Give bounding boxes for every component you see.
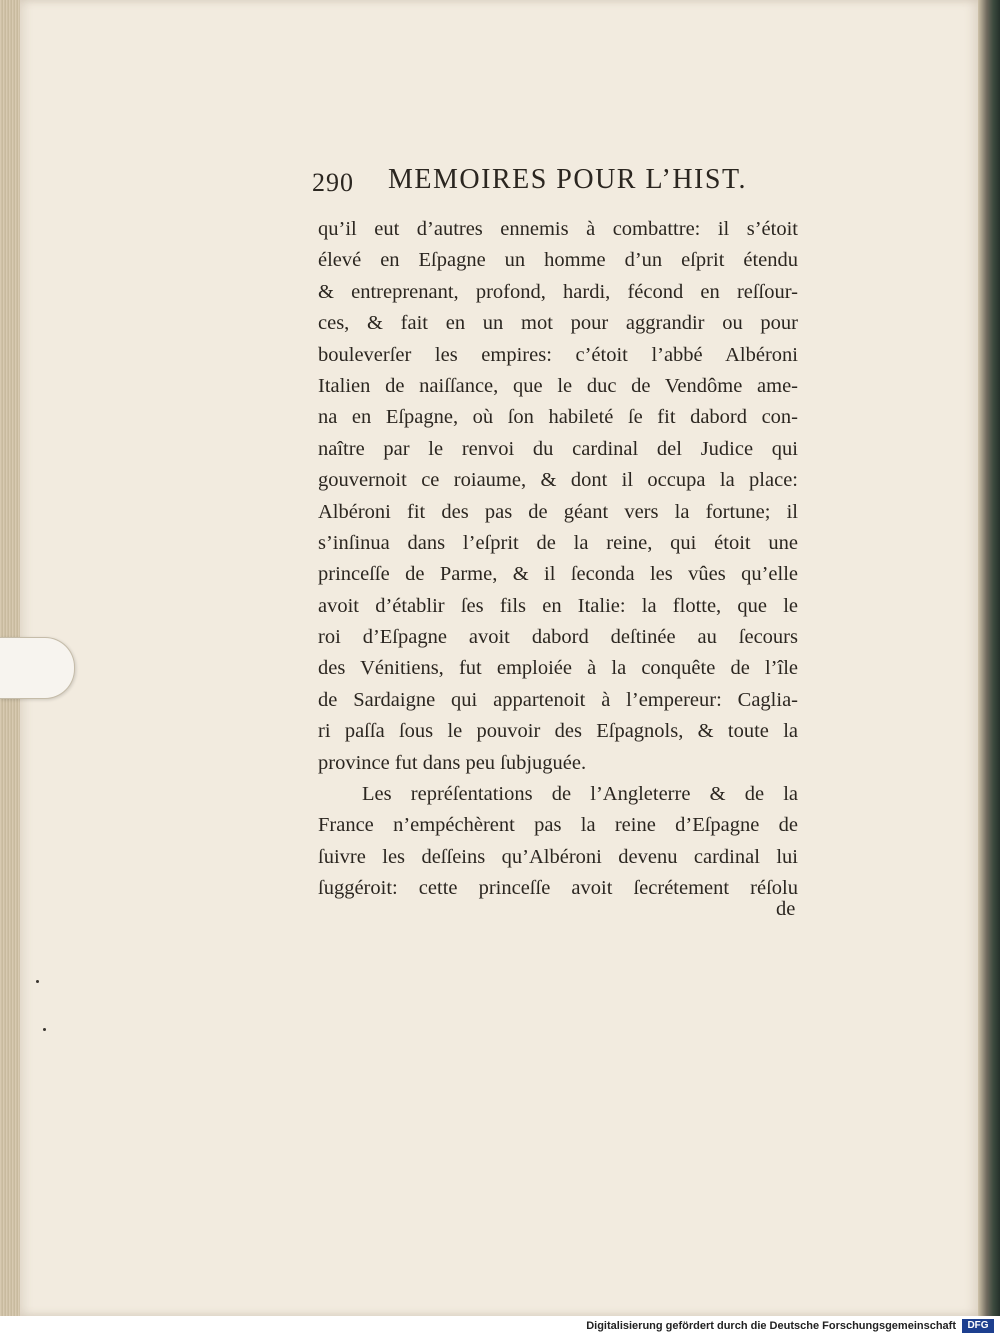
text-line: ſuggéroit: cette princeſſe avoit ſecrétement réſolu bbox=[318, 877, 798, 900]
text-line: ri paſſa ſous le pouvoir des Eſpagnols, & toute la bbox=[318, 720, 798, 743]
body-text bbox=[318, 214, 798, 905]
text-line: roi d’Eſpagne avoit dabord deſtinée au ſecours bbox=[318, 626, 798, 649]
text-line: ces, & fait en un mot pour aggrandir ou pour bbox=[318, 312, 798, 335]
binding-edge bbox=[978, 0, 1000, 1316]
ink-speck bbox=[36, 980, 39, 983]
running-title: MEMOIRES POUR L’HIST. bbox=[388, 164, 747, 195]
dfg-logo: DFG bbox=[962, 1319, 994, 1333]
bookmark-tab bbox=[0, 637, 75, 699]
text-line: s’inſinua dans l’eſprit de la reine, qui étoit une bbox=[318, 531, 798, 554]
text-line: & entreprenant, profond, hardi, fécond en reſſour- bbox=[318, 280, 798, 303]
ink-speck bbox=[43, 1028, 46, 1031]
text-line: ſuivre les deſſeins qu’Albéroni devenu cardinal lui bbox=[318, 845, 798, 868]
text-line: Italien de naiſſance, que le duc de Vendôme ame- bbox=[318, 374, 798, 397]
text-line: France n’empéchèrent pas la reine d’Eſpagne de bbox=[318, 814, 798, 837]
digitization-credit: Digitalisierung gefördert durch die Deutsche Forschungsgemeinschaft bbox=[586, 1320, 956, 1332]
text-line: élevé en Eſpagne un homme d’un eſprit étendu bbox=[318, 249, 798, 272]
text-line: des Vénitiens, fut emploiée à la conquête de l’île bbox=[318, 657, 798, 680]
text-line: gouvernoit ce roiaume, & dont il occupa la place: bbox=[318, 469, 798, 492]
text-line: naître par le renvoi du cardinal del Judice qui bbox=[318, 437, 798, 460]
text-line: na en Eſpagne, où ſon habileté ſe fit dabord con- bbox=[318, 406, 798, 429]
page-number: 290 bbox=[312, 168, 354, 197]
text-line: de Sardaigne qui appartenoit à l’empereur: Caglia- bbox=[318, 688, 798, 711]
text-line: princeſſe de Parme, & il ſeconda les vûes qu’elle bbox=[318, 563, 798, 586]
catchword: de bbox=[776, 898, 796, 920]
text-line: Albéroni fit des pas de géant vers la fortune; il bbox=[318, 500, 798, 523]
text-line: province fut dans peu ſubjuguée. bbox=[318, 751, 587, 774]
running-head bbox=[312, 160, 832, 200]
text-line: Les repréſentations de l’Angleterre & de la bbox=[362, 783, 798, 806]
text-line: bouleverſer les empires: c’étoit l’abbé Albéroni bbox=[318, 343, 798, 366]
text-line: avoit d’établir ſes fils en Italie: la flotte, que le bbox=[318, 594, 798, 617]
text-line: qu’il eut d’autres ennemis à combattre: il s’étoit bbox=[318, 218, 798, 240]
